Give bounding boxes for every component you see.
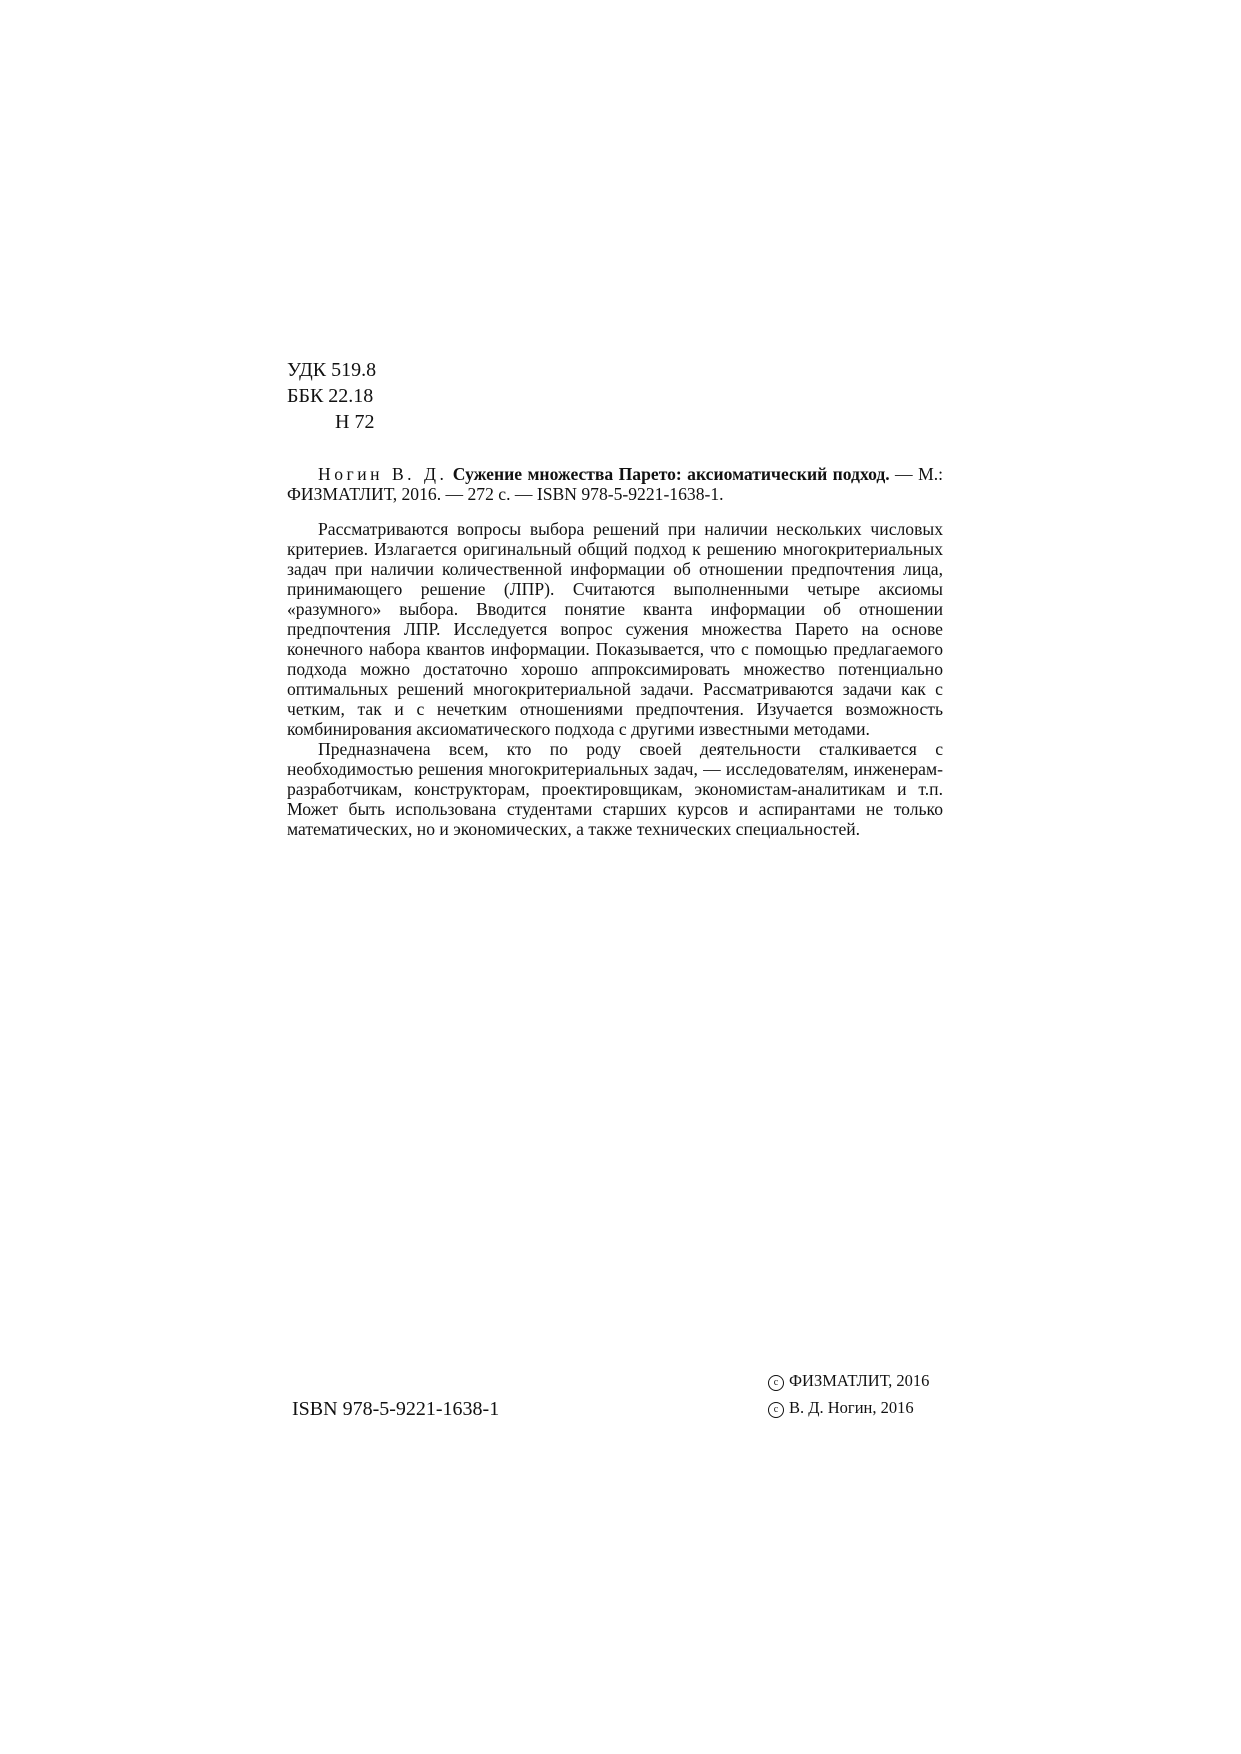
title-dash: — <box>889 464 913 484</box>
copyright-block <box>768 1367 929 1421</box>
classification-block <box>287 357 376 435</box>
author-mark: Н 72 <box>335 411 375 433</box>
annotation-column <box>287 464 943 839</box>
copyright-publisher-text: ФИЗМАТЛИТ, 2016 <box>789 1371 930 1390</box>
copyright-icon: c <box>768 1375 784 1391</box>
audience-paragraph: Предназначена всем, кто по роду своей деятельности сталкивается с необходимостью решения многокритериальных задач, — исследователям, инженерам-разработчикам, конструкторам, проектировщикам, экономистам-аналитикам и т.п. Может быть использована студентами старших курсов и аспирантами не только математических, но и экономических, а также технических специальностей. <box>287 739 943 839</box>
isbn-number: ISBN 978-5-9221-1638-1 <box>292 1398 500 1420</box>
book-author: Ногин В. Д. <box>318 464 448 484</box>
udk-index: УДК 519.8 <box>287 359 377 381</box>
copyright-publisher <box>768 1367 929 1394</box>
book-title: Сужение множества Парето: аксиоматический подход. <box>452 464 890 484</box>
copyright-icon: c <box>768 1402 784 1418</box>
abstract-paragraph: Рассматриваются вопросы выбора решений при наличии нескольких числовых критериев. Излагается оригинальный общий подход к решению многокритериальных задач при наличии количественной информации об отношении предпочтения лица, принимающего решение (ЛПР). Считаются выполненными четыре аксиомы «разумного» выбора. Вводится понятие кванта информации об отношении предпочтения ЛПР. Исследуется вопрос сужения множества Парето на основе конечного набора квантов информации. Показывается, что с помощью предлагаемого подхода можно достаточно хорошо аппроксимировать множество потенциально оптимальных решений многокритериальной задачи. Рассматриваются задачи как с четким, так и с нечетким отношениями предпочтения. Изучается возможность комбинирования аксиоматического подхода с другими известными методами. <box>287 519 943 739</box>
copyright-author-text: В. Д. Ногин, 2016 <box>789 1398 914 1417</box>
bbk-index: ББК 22.18 <box>287 385 374 407</box>
bibliographic-record <box>287 464 943 504</box>
copyright-author <box>768 1394 929 1421</box>
book-imprint: М.: ФИЗМАТЛИТ, 2016. — 272 с. — ISBN 978-5-9221-1638-1. <box>287 464 943 504</box>
